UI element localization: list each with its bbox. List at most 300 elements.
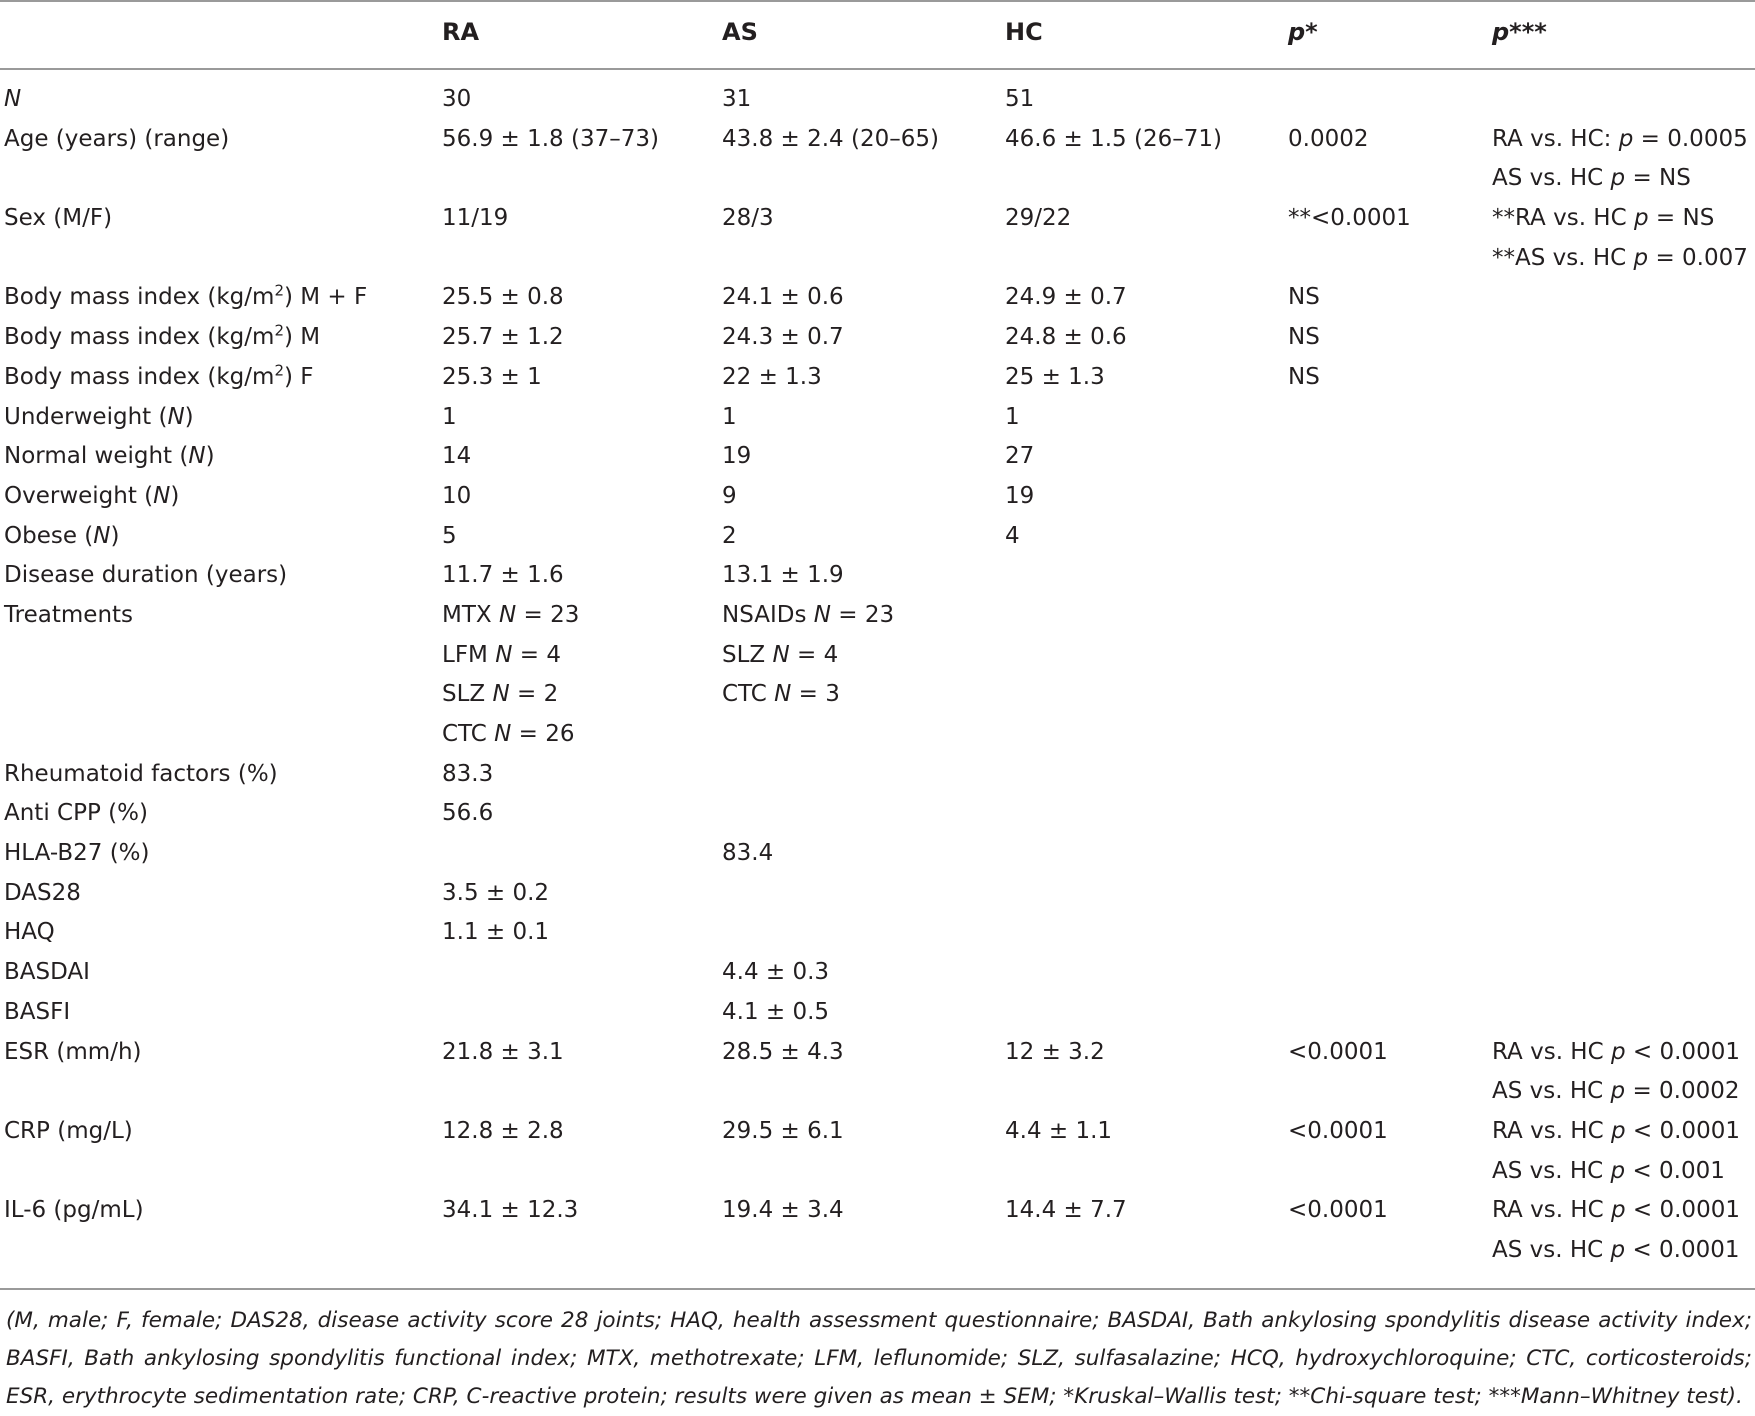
cell-line [1492,556,1755,596]
cell-label [0,1191,442,1270]
table-row [0,874,1755,914]
cell-as [722,398,1005,438]
row-label: Age (years) (range) [4,125,230,152]
cell-label [0,834,442,874]
cell-line: 11/19 [442,205,509,232]
table-row [0,794,1755,834]
cell-p3 [1492,556,1755,596]
cell-line: <0.0001 [1288,1197,1388,1224]
cell-line [1288,556,1492,596]
cell-line: 25 ± 1.3 [1005,363,1105,390]
cell-line: RA vs. HC p < 0.0001 [1492,1197,1740,1224]
cell-hc [1005,596,1288,755]
cell-label [0,755,442,795]
cell-hc [1005,1112,1288,1191]
cell-label [0,477,442,517]
cell-ra [442,913,722,953]
cell-p3 [1492,1191,1755,1270]
cell-p3 [1492,596,1755,755]
cell-line: 5 [442,522,457,549]
cell-line: **<0.0001 [1288,205,1411,232]
row-label: BASDAI [4,959,90,986]
cell-p3 [1492,199,1755,278]
cell-as [722,318,1005,358]
cell-line [1492,437,1755,477]
cell-ra [442,199,722,278]
cell-line: NS [1288,363,1320,390]
cell-as [722,477,1005,517]
cell-label [0,318,442,358]
cell-p3 [1492,874,1755,914]
cell-hc [1005,398,1288,438]
row-label: CRP (mg/L) [4,1117,133,1144]
cell-line: 43.8 ± 2.4 (20–65) [722,125,939,152]
cell-line [1492,477,1755,517]
cell-line: 14 [442,443,472,470]
cell-ra [442,953,722,993]
cell-line [1288,834,1492,874]
cell-as [722,1033,1005,1112]
cell-line [1288,993,1492,1033]
header-p-mann: p*** [1492,18,1547,46]
cell-label [0,517,442,557]
cell-ra [442,993,722,1033]
cell-line: 25.5 ± 0.8 [442,284,564,311]
cell-line: 25.7 ± 1.2 [442,324,564,351]
cell-line: 24.3 ± 0.7 [722,324,844,351]
cell-line [722,755,1005,795]
cell-line: 56.9 ± 1.8 (37–73) [442,125,659,152]
cell-as [722,517,1005,557]
cell-line: RA vs. HC p < 0.0001 [1492,1038,1740,1065]
cell-line [1288,517,1492,557]
cell-line [1288,953,1492,993]
cell-hc [1005,1033,1288,1112]
cell-label [0,199,442,278]
cell-p3 [1492,278,1755,318]
cell-line: AS vs. HC p = 0.0002 [1492,1078,1740,1105]
cell-line: 24.8 ± 0.6 [1005,324,1127,351]
row-label: BASFI [4,998,71,1025]
cell-ra [442,358,722,398]
cell-line [722,794,1005,834]
cell-p1 [1288,517,1492,557]
table-row [0,993,1755,1033]
cell-as [722,120,1005,199]
table-row [0,80,1755,120]
cell-label [0,993,442,1033]
table-row [0,318,1755,358]
cell-p3 [1492,794,1755,834]
cell-p1 [1288,1033,1492,1112]
cell-line: 34.1 ± 12.3 [442,1197,579,1224]
cell-ra [442,318,722,358]
cell-line [442,953,722,993]
table-row [0,913,1755,953]
cell-line: 28.5 ± 4.3 [722,1038,844,1065]
cell-ra [442,755,722,795]
cell-line [442,834,722,874]
cell-label [0,596,442,755]
cell-line [1005,755,1288,795]
cell-line [1288,398,1492,438]
cell-line [1492,596,1755,636]
cell-line: 31 [722,86,752,112]
cell-p1 [1288,596,1492,755]
cell-ra [442,1191,722,1270]
cell-label [0,398,442,438]
cell-hc [1005,755,1288,795]
cell-hc [1005,278,1288,318]
cell-ra [442,278,722,318]
cell-line [1288,755,1492,795]
cell-p1 [1288,794,1492,834]
row-label: Sex (M/F) [4,205,113,232]
row-label: Normal weight (N) [4,443,215,470]
cell-line [1005,913,1288,953]
cell-as [722,1112,1005,1191]
cell-as [722,834,1005,874]
table-row [0,1112,1755,1191]
cell-as [722,278,1005,318]
cell-p3 [1492,517,1755,557]
table-row [0,278,1755,318]
cell-line [1492,874,1755,914]
cell-as [722,755,1005,795]
cell-line: 29/22 [1005,205,1072,232]
cell-line [442,993,722,1033]
cell-line [1492,318,1755,358]
row-label: Overweight (N) [4,482,180,509]
cell-line: 21.8 ± 3.1 [442,1038,564,1065]
cell-line: 83.4 [722,840,774,867]
cell-ra [442,517,722,557]
cell-line: 14.4 ± 7.7 [1005,1197,1127,1224]
table-top-rule [0,0,1755,2]
cell-p3 [1492,120,1755,199]
row-label: Anti CPP (%) [4,800,148,827]
table-row [0,1191,1755,1270]
cell-p1 [1288,120,1492,199]
cell-ra [442,556,722,596]
cell-line: NS [1288,324,1320,351]
cell-line [1288,874,1492,914]
cell-ra [442,794,722,834]
header-as: AS [722,18,758,46]
cell-p1 [1288,318,1492,358]
row-label: N [4,86,22,112]
row-label: Body mass index $(kg/m^2) M + F$ [4,281,368,311]
cell-p1 [1288,477,1492,517]
data-table [0,80,1755,1271]
table-row [0,755,1755,795]
cell-ra [442,1033,722,1112]
cell-line: 19 [1005,482,1035,509]
cell-line: SLZ N = 4 [722,641,839,668]
cell-label [0,80,442,120]
cell-line: 56.6 [442,800,494,827]
cell-line: LFM N = 4 [442,641,561,668]
cell-hc [1005,1191,1288,1270]
cell-p1 [1288,358,1492,398]
cell-line: **RA vs. HC p = NS [1492,205,1715,232]
row-label: ESR (mm/h) [4,1038,142,1065]
cell-line [1005,834,1288,874]
cell-hc [1005,993,1288,1033]
cell-line [1288,794,1492,834]
cell-as [722,80,1005,120]
cell-line [1492,993,1755,1033]
cell-line [1005,794,1288,834]
cell-line: 22 ± 1.3 [722,363,822,390]
cell-ra [442,437,722,477]
cell-line: AS vs. HC p = NS [1492,165,1691,192]
cell-p3 [1492,398,1755,438]
table-row [0,477,1755,517]
cell-label [0,556,442,596]
cell-ra [442,834,722,874]
cell-hc [1005,199,1288,278]
cell-line [1492,517,1755,557]
cell-line [1492,278,1755,318]
table-row [0,596,1755,755]
cell-line [1492,794,1755,834]
cell-line: 28/3 [722,205,774,232]
cell-line: 1.1 ± 0.1 [442,919,550,946]
header-ra: RA [442,18,480,46]
cell-hc [1005,794,1288,834]
cell-p3 [1492,1112,1755,1191]
cell-p3 [1492,318,1755,358]
cell-line: <0.0001 [1288,1038,1388,1065]
cell-line: 83.3 [442,760,494,787]
cell-p1 [1288,755,1492,795]
table-bottom-rule [0,1288,1755,1290]
cell-as [722,358,1005,398]
cell-as [722,596,1005,755]
cell-hc [1005,120,1288,199]
cell-line: MTX N = 23 [442,601,580,628]
cell-line [1005,874,1288,914]
row-label: HAQ [4,919,55,946]
cell-line [1005,556,1288,596]
cell-line [1492,953,1755,993]
row-label: Rheumatoid factors (%) [4,760,278,787]
cell-ra [442,398,722,438]
table-row [0,199,1755,278]
cell-line [1005,953,1288,993]
cell-line: 2 [722,522,737,549]
cell-line [1492,913,1755,953]
cell-line: 4.1 ± 0.5 [722,998,830,1025]
cell-hc [1005,517,1288,557]
cell-line: 3.5 ± 0.2 [442,879,550,906]
cell-line [1005,993,1288,1033]
cell-hc [1005,437,1288,477]
cell-p3 [1492,953,1755,993]
cell-ra [442,874,722,914]
cell-as [722,913,1005,953]
cell-line: 11.7 ± 1.6 [442,562,564,589]
cell-line: AS vs. HC p < 0.0001 [1492,1236,1740,1263]
cell-as [722,993,1005,1033]
cell-line: CTC N = 3 [722,681,840,708]
cell-as [722,437,1005,477]
cell-ra [442,596,722,755]
cell-label [0,358,442,398]
cell-p3 [1492,834,1755,874]
cell-line: 4 [1005,522,1020,549]
cell-line: **AS vs. HC p = 0.007 [1492,244,1748,271]
row-label: Body mass index $(kg/m^2)$ M [4,321,321,351]
cell-line [722,913,1005,953]
cell-line: 1 [442,403,457,430]
cell-label [0,953,442,993]
cell-line [1288,477,1492,517]
cell-p1 [1288,437,1492,477]
cell-line: NS [1288,284,1320,311]
cell-line [1288,437,1492,477]
row-label: IL-6 (pg/mL) [4,1197,144,1224]
cell-p1 [1288,874,1492,914]
cell-hc [1005,834,1288,874]
cell-line: 19 [722,443,752,470]
cell-line: 4.4 ± 0.3 [722,959,830,986]
cell-line [1288,596,1492,636]
cell-line [1288,913,1492,953]
cell-as [722,1191,1005,1270]
cell-p3 [1492,913,1755,953]
cell-label [0,120,442,199]
cell-line: NSAIDs N = 23 [722,601,895,628]
cell-ra [442,120,722,199]
cell-line: <0.0001 [1288,1117,1388,1144]
cell-p3 [1492,993,1755,1033]
cell-line: RA vs. HC p < 0.0001 [1492,1117,1740,1144]
cell-hc [1005,556,1288,596]
cell-line [1492,834,1755,874]
cell-line [1492,398,1755,438]
table-row [0,834,1755,874]
cell-line: 0.0002 [1288,125,1369,152]
row-label: HLA-B27 (%) [4,840,150,867]
table-row [0,437,1755,477]
cell-line: 30 [442,86,472,112]
cell-p3 [1492,1033,1755,1112]
cell-hc [1005,874,1288,914]
cell-as [722,953,1005,993]
cell-label [0,874,442,914]
cell-ra [442,477,722,517]
row-label: Treatments [4,601,134,628]
cell-line [1005,596,1288,636]
header-rule [0,68,1755,70]
cell-line [1492,755,1755,795]
cell-line: 19.4 ± 3.4 [722,1197,844,1224]
cell-hc [1005,913,1288,953]
cell-hc [1005,358,1288,398]
cell-line: 1 [722,403,737,430]
cell-line: 24.1 ± 0.6 [722,284,844,311]
cell-label [0,1033,442,1112]
cell-label [0,913,442,953]
cell-p1 [1288,953,1492,993]
cell-line: SLZ N = 2 [442,681,559,708]
table-row [0,120,1755,199]
header-p-kruskal: p* [1288,18,1318,46]
cell-line: 9 [722,482,737,509]
cell-line: 1 [1005,403,1020,430]
cell-hc [1005,318,1288,358]
cell-p1 [1288,993,1492,1033]
table-row [0,358,1755,398]
cell-label [0,278,442,318]
cell-hc [1005,953,1288,993]
header-hc: HC [1005,18,1043,46]
cell-p3 [1492,477,1755,517]
cell-p1 [1288,199,1492,278]
cell-p3 [1492,80,1755,120]
cell-line [1288,80,1492,120]
cell-line: 12.8 ± 2.8 [442,1117,564,1144]
cell-line: 4.4 ± 1.1 [1005,1117,1113,1144]
cell-as [722,874,1005,914]
cell-line: 46.6 ± 1.5 (26–71) [1005,125,1222,152]
cell-label [0,1112,442,1191]
table-row [0,398,1755,438]
cell-line [1492,80,1755,120]
table-row [0,556,1755,596]
cell-p1 [1288,1112,1492,1191]
cell-as [722,794,1005,834]
cell-line: RA vs. HC: p = 0.0005 [1492,125,1748,152]
cell-p1 [1288,913,1492,953]
cell-p1 [1288,278,1492,318]
row-label: Body mass index $(kg/m^2)$ F [4,361,314,390]
table-row [0,953,1755,993]
table-footnote: (M, male; F, female; DAS28, disease activity score 28 joints; HAQ, health assessment questionnaire; BASDAI, Bath ankylosing spondylitis disease activity index; BASFI, Bath ankylosing spondylitis functional index; MTX, methotrexate; LFM, leflunomide; SLZ, sulfasalazine; HCQ, hydroxychloroquine; CTC, corticosteroids; ESR, erythrocyte sedimentation rate; CRP, C-reactive protein; results were given as mean ± SEM; *Kruskal–Wallis test; **Chi-square test; ***Mann–Whitney test). [6,1308,1752,1409]
cell-line: 13.1 ± 1.9 [722,562,844,589]
cell-line [722,874,1005,914]
cell-line [1492,358,1755,398]
cell-as [722,556,1005,596]
cell-p1 [1288,398,1492,438]
cell-line: 29.5 ± 6.1 [722,1117,844,1144]
row-label: Disease duration (years) [4,562,288,589]
cell-hc [1005,80,1288,120]
table-row [0,517,1755,557]
cell-line: 51 [1005,86,1035,112]
cell-line: 25.3 ± 1 [442,363,542,390]
cell-line: 10 [442,482,472,509]
cell-label [0,794,442,834]
cell-p3 [1492,755,1755,795]
cell-as [722,199,1005,278]
cell-hc [1005,477,1288,517]
cell-ra [442,80,722,120]
cell-p1 [1288,834,1492,874]
cell-label [0,437,442,477]
table-row [0,1033,1755,1112]
cell-line: 24.9 ± 0.7 [1005,284,1127,311]
cell-ra [442,1112,722,1191]
cell-line: 12 ± 3.2 [1005,1038,1105,1065]
cell-p1 [1288,80,1492,120]
row-label: DAS28 [4,879,81,906]
cell-p1 [1288,556,1492,596]
cell-line: CTC N = 26 [442,721,575,747]
cell-p1 [1288,1191,1492,1270]
